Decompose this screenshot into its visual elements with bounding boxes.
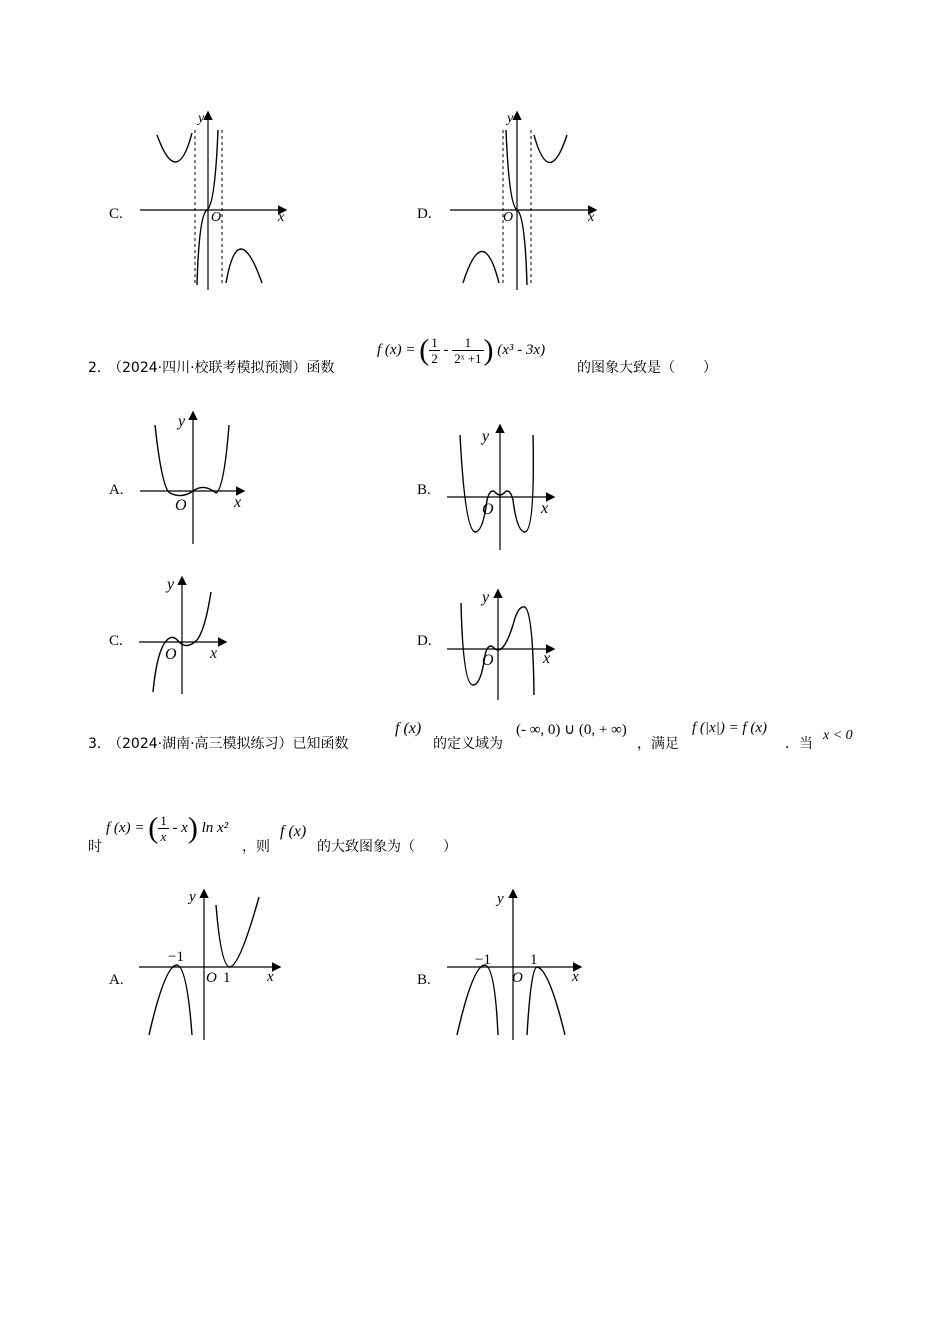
q3-when: x < 0 [823, 728, 853, 743]
q2-suffix: 的图象大致是（ ） [577, 360, 717, 376]
svg-text:y: y [507, 111, 514, 126]
q3-number: 3． [88, 736, 111, 752]
svg-text:O: O [211, 210, 222, 225]
q3-condition: f (|x|) = f (x) [692, 720, 767, 736]
q3-source: （2024·湖南·高三模拟练习）已知函数 [108, 736, 349, 752]
svg-text:y: y [482, 428, 490, 445]
q3-option-a-label: A. [109, 972, 124, 988]
svg-text:y: y [482, 589, 490, 606]
svg-text:−1: −1 [168, 949, 184, 965]
svg-text:O: O [165, 646, 177, 663]
svg-text:1: 1 [223, 970, 231, 986]
q2-graph-a [138, 407, 268, 547]
q3-text-then: ，则 [242, 839, 270, 855]
svg-text:x: x [572, 969, 579, 985]
svg-text:y: y [189, 889, 196, 905]
q3-option-b-label: B. [417, 972, 431, 988]
q2-option-d-label: D. [417, 633, 432, 649]
svg-text:x: x [588, 210, 595, 225]
q1-option-c-label: C. [109, 206, 123, 222]
svg-text:O: O [482, 501, 494, 518]
q3-fx: f (x) [395, 720, 422, 737]
q3-text-domain: 的定义域为 [433, 736, 503, 752]
q3-domain: (- ∞, 0) ∪ (0, + ∞) [516, 722, 627, 738]
svg-text:y: y [178, 413, 186, 430]
svg-text:O: O [482, 652, 494, 669]
q2-option-b-label: B. [417, 482, 431, 498]
q2-graph-d [445, 585, 575, 705]
svg-text:x: x [267, 969, 274, 985]
svg-text:x: x [541, 500, 549, 517]
svg-text:O: O [503, 210, 514, 225]
svg-text:O: O [206, 970, 217, 986]
svg-text:O: O [512, 970, 523, 986]
svg-text:x: x [210, 645, 218, 662]
q3-line2-prefix: 时 [88, 839, 102, 855]
q2-number: 2． [88, 360, 111, 376]
q3-graph-b [445, 885, 595, 1045]
q1-graph-c [135, 105, 295, 295]
q3-fx2: f (x) [280, 823, 307, 840]
q3-text-satisfy: ，满足 [637, 736, 679, 752]
q3-formula: f (x) = ( $\frac{1}{x}$ - x) ln x² [106, 811, 229, 845]
q2-source: （2024·四川·校联考模拟预测）函数 [108, 360, 335, 376]
svg-text:−1: −1 [475, 952, 491, 968]
q3-suffix: 的大致图象为（ ） [317, 839, 457, 855]
q3-graph-a [137, 885, 287, 1045]
svg-text:x: x [543, 650, 551, 667]
q2-option-c-label: C. [109, 633, 123, 649]
svg-text:x: x [234, 494, 242, 511]
q2-option-a-label: A. [109, 482, 124, 498]
svg-text:O: O [175, 497, 187, 514]
svg-text:x: x [278, 210, 285, 225]
svg-text:1: 1 [530, 952, 538, 968]
q2-graph-c [137, 572, 257, 697]
q2-formula: f (x) = ( $\frac{1}{2}$ - $\frac{1}{\text{2ˣ +1}}$ ) (x³ - 3x) [377, 333, 546, 367]
q1-option-d-label: D. [417, 206, 432, 222]
svg-text:y: y [167, 576, 175, 593]
svg-text:y: y [497, 891, 504, 907]
q1-graph-d [445, 105, 605, 295]
q3-text-when: ．当 [785, 736, 813, 752]
q2-graph-b [445, 420, 575, 560]
svg-text:y: y [198, 111, 205, 126]
